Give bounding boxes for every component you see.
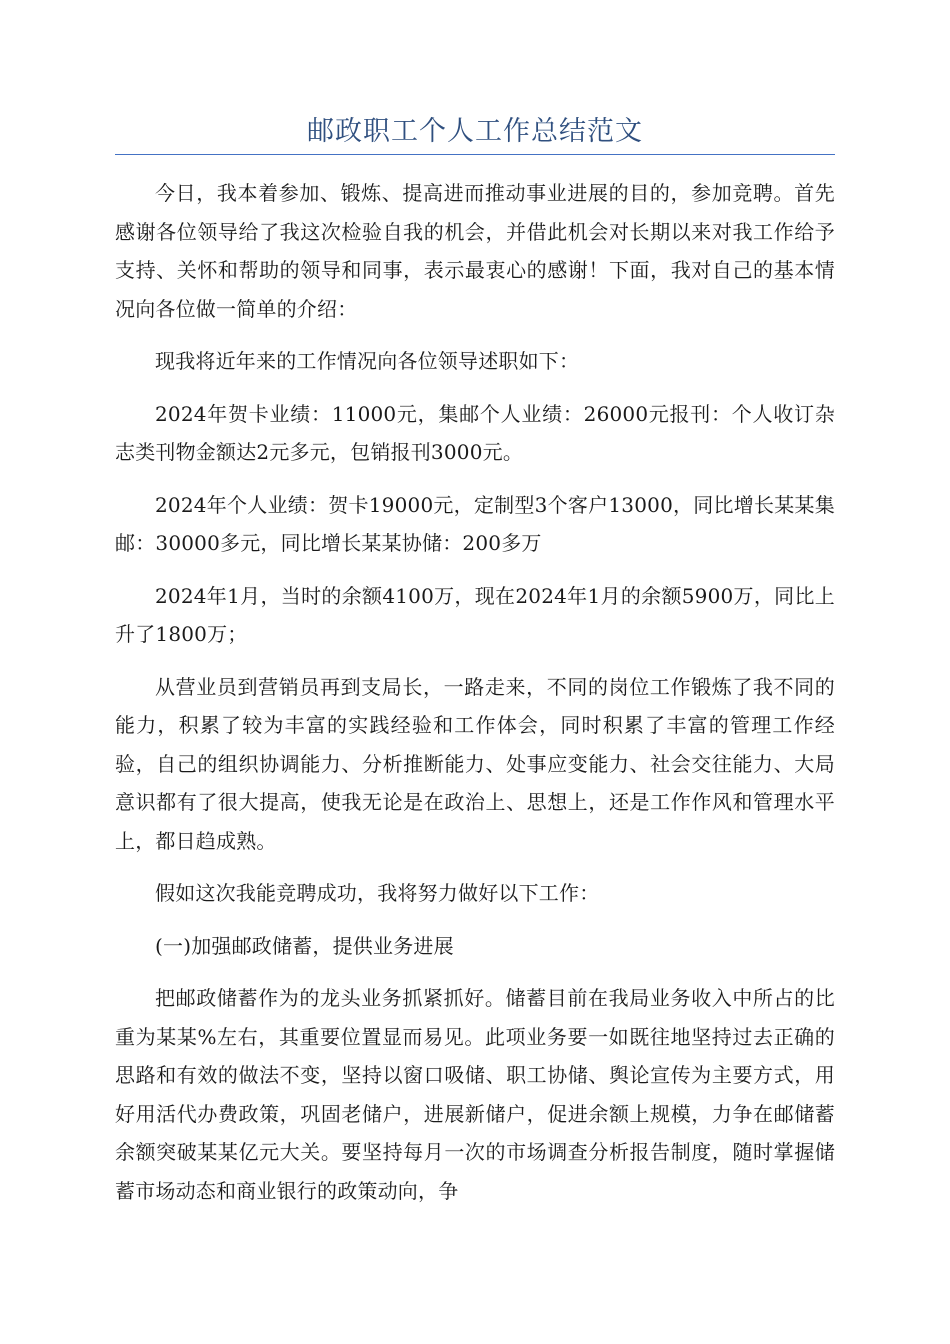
paragraph-work-plan-intro: 假如这次我能竞聘成功，我将努力做好以下工作： <box>155 881 600 905</box>
title-underline <box>115 154 835 155</box>
paragraph-balance-growth: 2024年1月，当时的余额4100万，现在2024年1月的余额5900万，同比上升了1800万； <box>115 583 835 646</box>
paragraph-savings-plan: 把邮政储蓄作为的龙头业务抓紧抓好。储蓄目前在我局业务收入中所占的比重为某某%左右，其重要位置显而易见。此项业务要一如既往地坚持过去正确的思路和有效的做法不变，坚持以窗口吸储、职工协储、舆论宣传为主要方式，用好用活代办费政策，巩固老储户，进展新储户，促进余额上规模，力争在邮储蓄余额突破某某亿元大关。要坚持每月一次的市场调查分析报告制度，随时掌握储蓄市场动态和商业银行的政策动向，争 <box>115 986 835 1203</box>
paragraph-personal-performance: 2024年个人业绩：贺卡19000元，定制型3个客户13000，同比增长某某集邮：30000多元，同比增长某某协储：200多万 <box>115 492 835 555</box>
section-heading-savings: (一)加强邮政储蓄，提供业务进展 <box>155 933 454 958</box>
document-body <box>115 174 835 1224</box>
paragraph-report-intro: 现我将近年来的工作情况向各位领导述职如下： <box>155 349 580 373</box>
paragraph-career-experience: 从营业员到营销员再到支局长，一路走来，不同的岗位工作锻炼了我不同的能力，积累了较为丰富的实践经验和工作体会，同时积累了丰富的管理工作经验，自己的组织协调能力、分析推断能力、处事应变能力、社会交往能力、大局意识都有了很大提高，使我无论是在政治上、思想上，还是工作作风和管理水平上，都日趋成熟。 <box>115 674 835 853</box>
paragraph-greeting-card-performance: 2024年贺卡业绩：11000元，集邮个人业绩：26000元报刊：个人收订杂志类刊物金额达2元多元，包销报刊3000元。 <box>115 401 835 464</box>
paragraph-opening: 今日，我本着参加、锻炼、提高进而推动事业进展的目的，参加竞聘。首先感谢各位领导给了我这次检验自我的机会，并借此机会对长期以来对我工作给予支持、关怀和帮助的领导和同事，表示最衷心的感谢！下面，我对自己的基本情况向各位做一简单的介绍： <box>115 181 835 321</box>
document-title: 邮政职工个人工作总结范文 <box>307 116 643 147</box>
